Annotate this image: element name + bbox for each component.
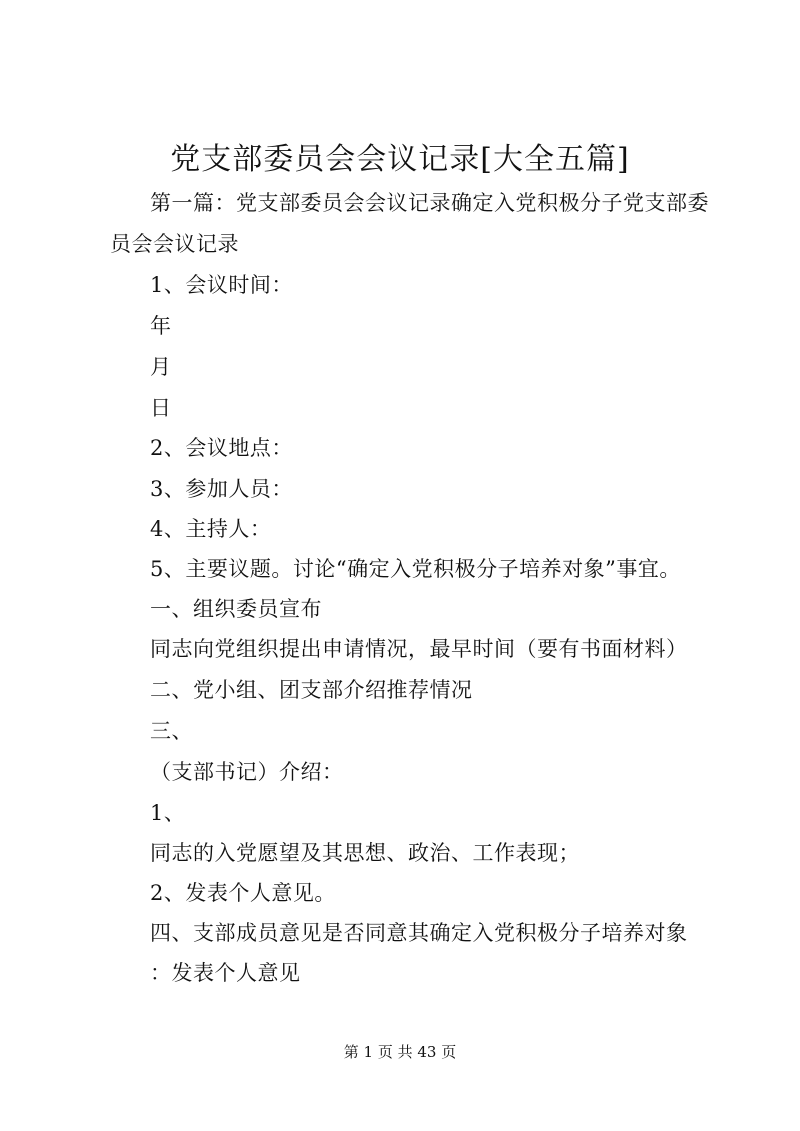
- paragraph-line: 员会会议记录: [110, 232, 239, 256]
- paragraph-line: 3、参加人员：: [150, 477, 293, 501]
- paragraph-line: 5、主要议题。讨论“确定入党积极分子培养对象”事宜。: [150, 557, 681, 581]
- paragraph-line: 一、组织委员宣布: [150, 597, 322, 621]
- paragraph-line: 月: [150, 355, 172, 379]
- paragraph-line: 4、主持人：: [150, 517, 272, 541]
- page-number-footer: 第 1 页 共 43 页: [343, 1043, 457, 1061]
- paragraph-line: 1、: [150, 801, 186, 825]
- paragraph-line: ：发表个人意见: [150, 961, 301, 985]
- paragraph-line: （支部书记）介绍：: [150, 760, 344, 784]
- paragraph-line: 2、发表个人意见。: [150, 881, 336, 905]
- paragraph-line: 第一篇：党支部委员会会议记录确定入党积极分子党支部委: [150, 191, 709, 215]
- paragraph-line: 2、会议地点：: [150, 436, 293, 460]
- paragraph-line: 同志的入党愿望及其思想、政治、工作表现；: [150, 841, 580, 865]
- paragraph-line: 1、会议时间：: [150, 273, 293, 297]
- paragraph-line: 四、支部成员意见是否同意其确定入党积极分子培养对象: [150, 921, 688, 945]
- paragraph-line: 三、: [150, 719, 193, 743]
- document-title: 党支部委员会会议记录[大全五篇]: [170, 142, 630, 177]
- paragraph-line: 年: [150, 314, 172, 338]
- paragraph-line: 日: [150, 396, 172, 420]
- paragraph-line: 二、党小组、团支部介绍推荐情况: [150, 678, 473, 702]
- paragraph-line: 同志向党组织提出申请情况，最早时间（要有书面材料）: [150, 637, 688, 661]
